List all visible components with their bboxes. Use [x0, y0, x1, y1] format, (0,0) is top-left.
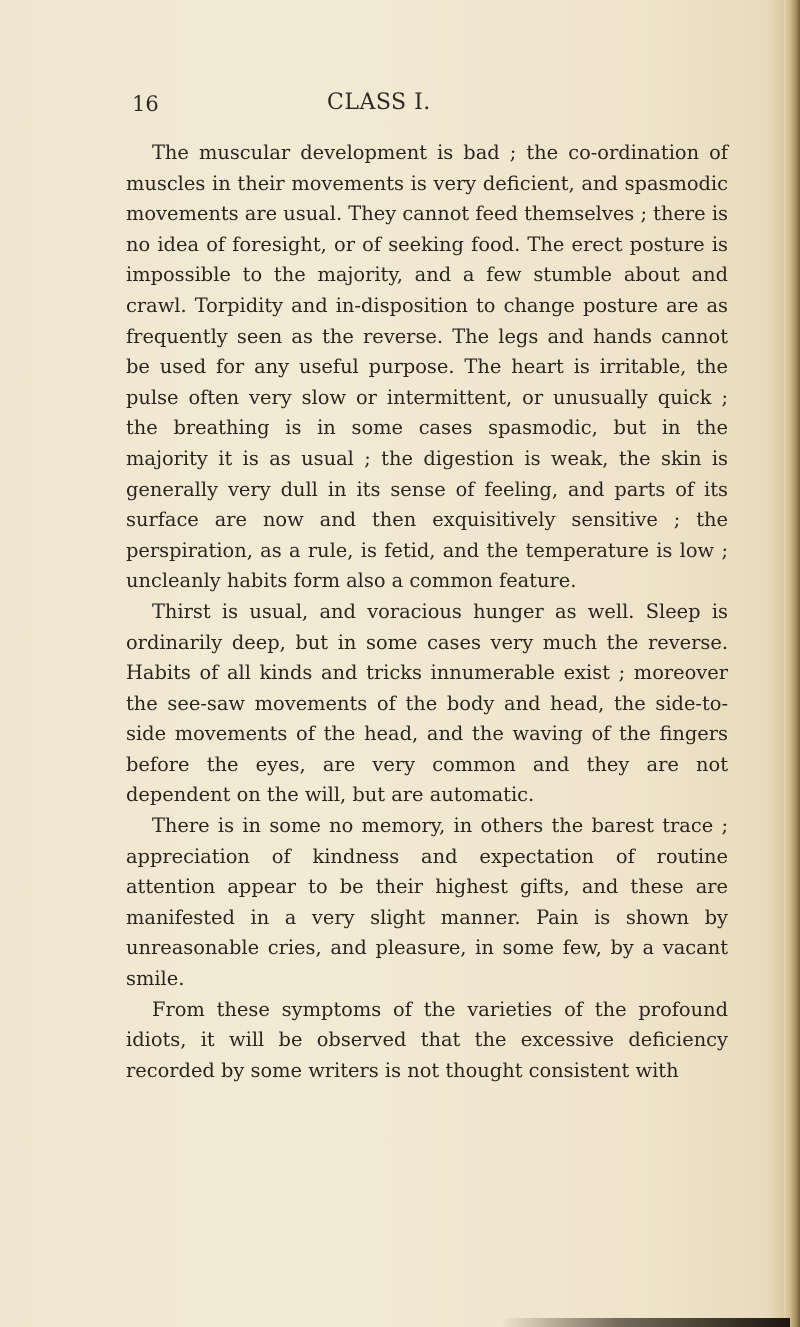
- page-edge-shadow: [784, 0, 800, 1327]
- page-header: [0, 88, 800, 124]
- paragraph-memory: There is in some no memory, in others the barest trace ; appreciation of kindness and expectation of routine attention appear to be their highest gifts, and these are manifested in a very slight manner. Pain is shown by unreasonable cries, and pleasure, in some few, by a vacant smile.: [126, 814, 728, 991]
- bottom-edge-shadow: [500, 1318, 790, 1327]
- paragraph-muscular-development: The muscular development is bad ; the co-ordination of muscles in their movements is very deficient, and spasmodic movements are usual. They cannot feed themselves ; there is no idea of foresight, or of seeking food. The erect posture is impossible to the majority, and a few stumble about and crawl. Torpidity and in-disposition to change posture are as frequently seen as the reverse. The legs and hands cannot be used for any useful purpose. The heart is irritable, the pulse often very slow or intermittent, or unusually quick ; the breathing is in some cases spasmodic, but in the majority it is as usual ; the digestion is weak, the skin is generally very dull in its sense of feeling, and parts of its surface are now and then exquisitively sensitive ; the perspiration, as a rule, is fetid, and the temperature is low ; uncleanly habits form also a common feature.: [126, 141, 728, 593]
- page-number: 16: [132, 92, 159, 116]
- paragraph-thirst-and-sleep: Thirst is usual, and voracious hunger as well. Sleep is ordinarily deep, but in some cases very much the reverse. Habits of all kinds and tricks innumerable exist ; moreover the see-saw movements of the body and head, the side-to-side movements of the head, and the waving of the fingers before the eyes, are very common and they are not dependent on the will, but are automatic.: [126, 599, 728, 807]
- running-head: CLASS I.: [327, 90, 431, 115]
- paragraph-profound-idiots: From these symptoms of the varieties of the profound idiots, it will be observed that the excessive deficiency recorded by some writers is not thought consistent with: [126, 997, 728, 1082]
- body-text: [126, 138, 728, 1086]
